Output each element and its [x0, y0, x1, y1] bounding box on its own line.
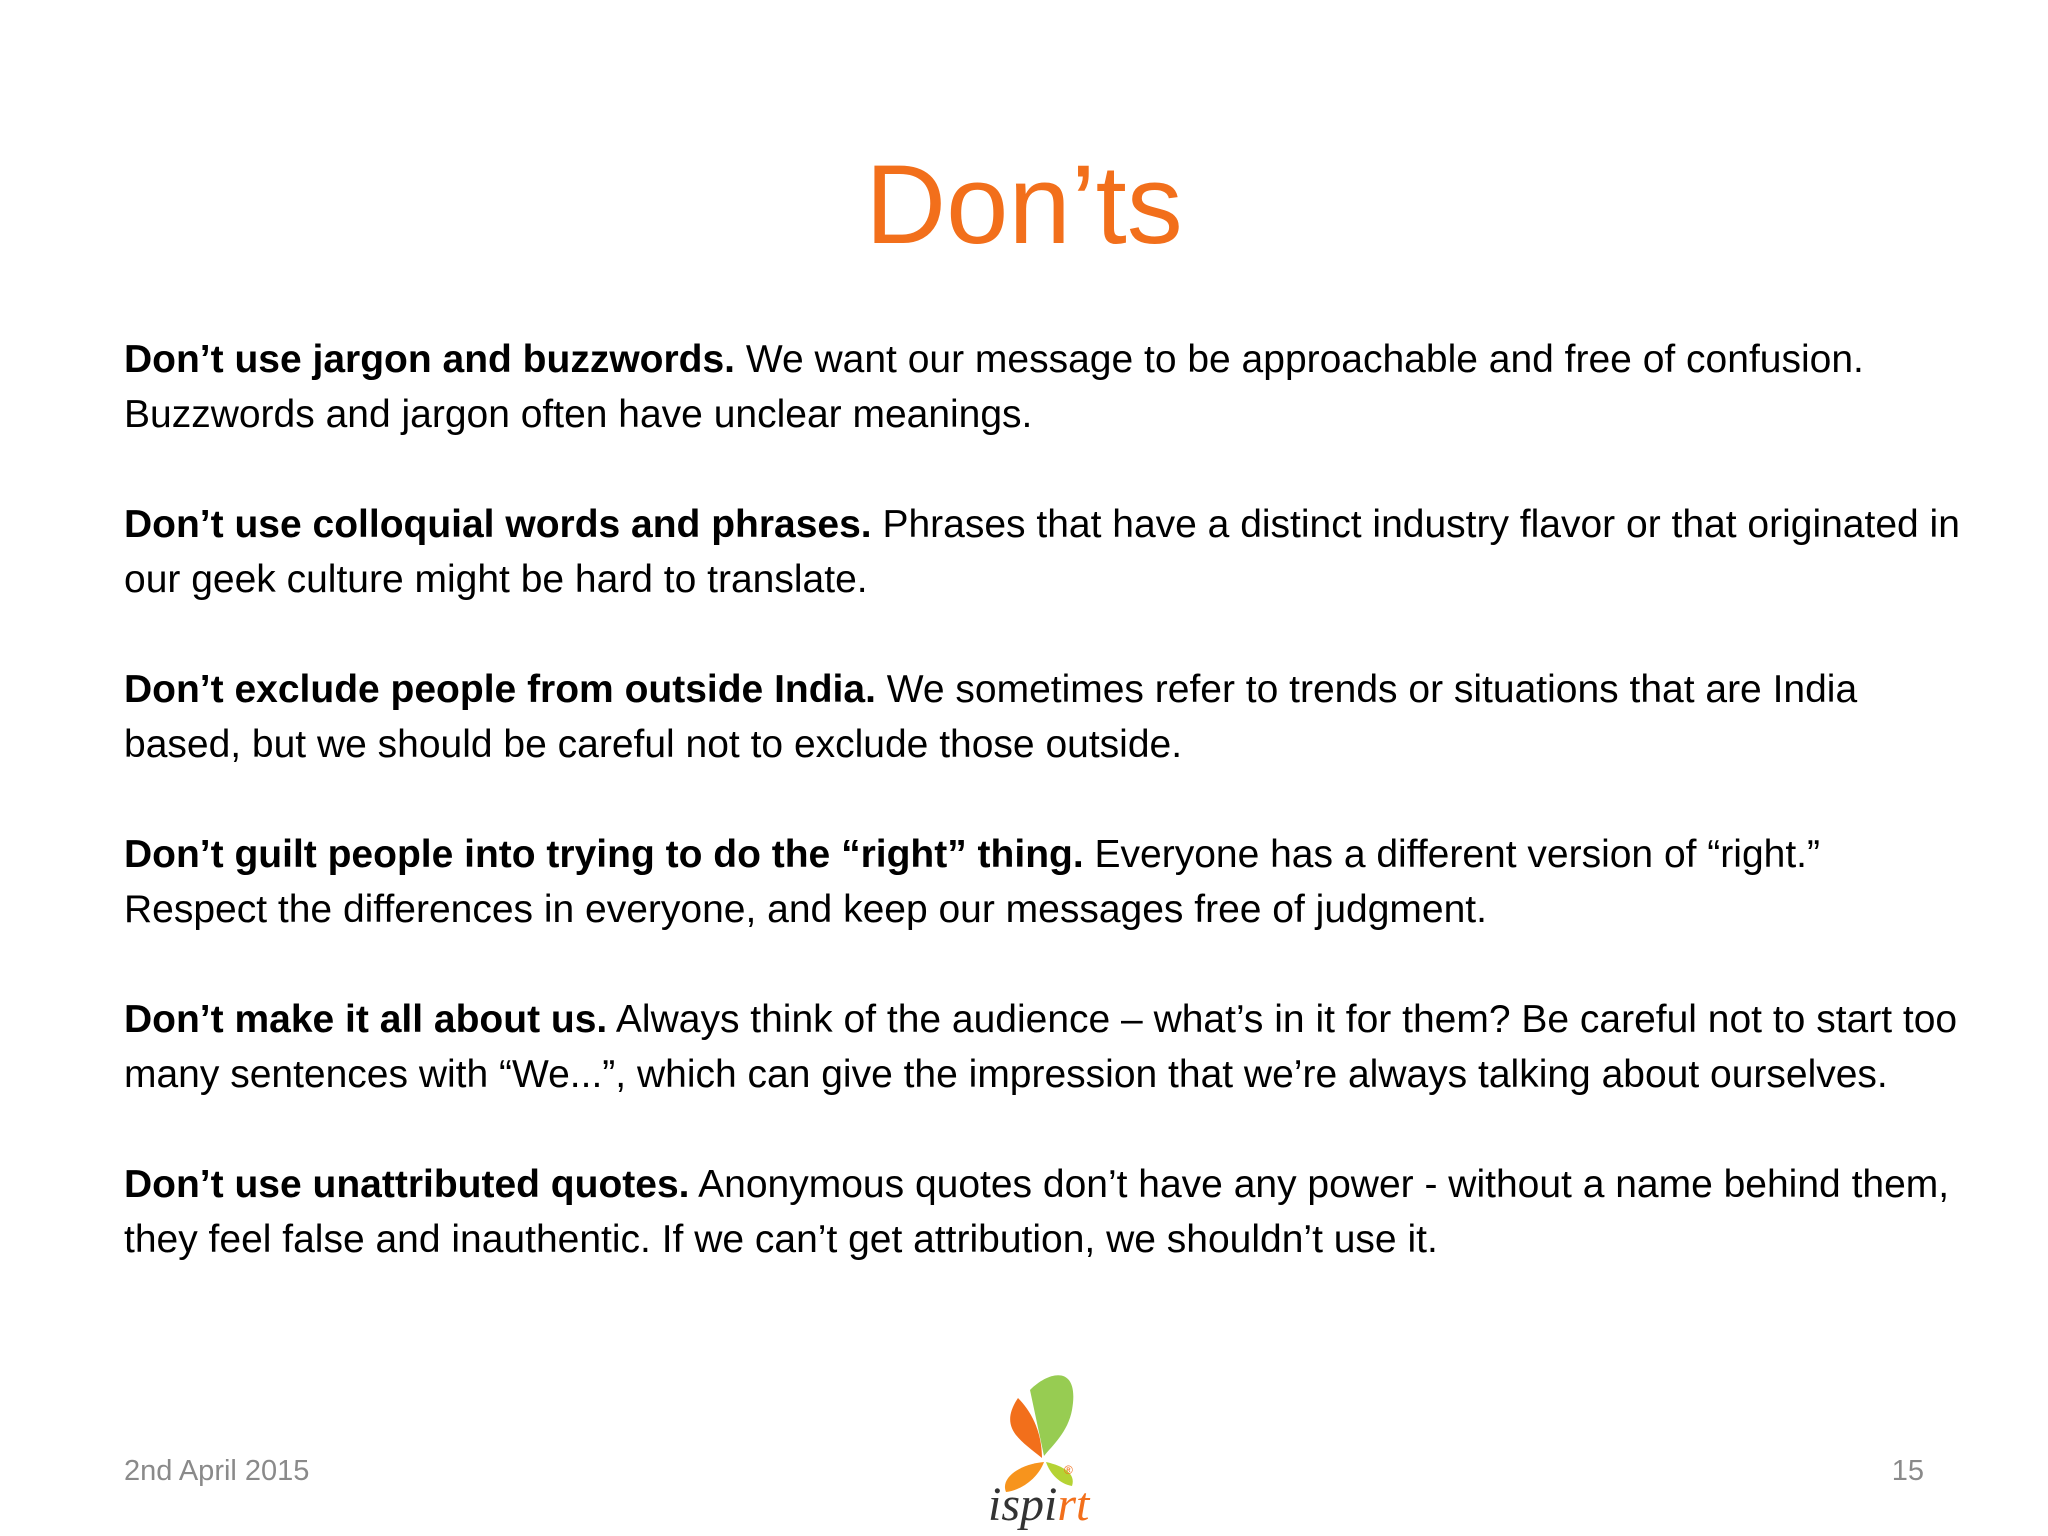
rule-lead: Don’t use jargon and buzzwords. — [124, 338, 736, 381]
logo-wordmark — [988, 1478, 1091, 1530]
rule-lead: Don’t use unattributed quotes. — [124, 1163, 690, 1206]
ispirt-logo — [960, 1370, 1120, 1530]
rule-text: We sometimes refer to trends or situations that are India based, but we should be careful not to exclude those outside. — [124, 668, 1858, 766]
rule-lead: Don’t guilt people into trying to do the “right” thing. — [124, 833, 1084, 876]
logo-text-orange: rt — [1057, 1478, 1090, 1530]
rule-text: Anonymous quotes don’t have any power - without a name behind them, they feel false and inauthentic. If we can’t get attribution, we shouldn’t use it. — [124, 1163, 1950, 1261]
logo-registered-mark: ® — [1064, 1463, 1073, 1477]
rules-list — [124, 332, 1964, 1267]
rule-lead: Don’t use colloquial words and phrases. — [124, 503, 872, 546]
rule-text: Phrases that have a distinct industry flavor or that originated in our geek culture might be hard to translate. — [124, 503, 1960, 601]
rule-item — [124, 992, 1964, 1102]
rule-text: We want our message to be approachable and free of confusion. Buzzwords and jargon often have unclear meanings. — [124, 338, 1864, 436]
rule-item — [124, 497, 1964, 607]
rule-item — [124, 662, 1964, 772]
rule-item — [124, 827, 1964, 937]
rule-lead: Don’t make it all about us. — [124, 998, 608, 1041]
page-number: 15 — [1891, 1455, 1924, 1487]
rule-text: Everyone has a different version of “right.” Respect the differences in everyone, and keep our messages free of judgment. — [124, 833, 1820, 931]
rule-lead: Don’t exclude people from outside India. — [124, 668, 876, 711]
slide-title: Don’ts — [865, 142, 1183, 267]
footer-date: 2nd April 2015 — [124, 1455, 310, 1487]
rule-text: Always think of the audience – what’s in it for them? Be careful not to start too many sentences with “We...”, which can give the impression that we’re always talking about ourselves. — [124, 998, 1958, 1096]
rule-item — [124, 1157, 1964, 1267]
logo-text-dark: ispi — [988, 1478, 1058, 1530]
rule-item — [124, 332, 1964, 442]
